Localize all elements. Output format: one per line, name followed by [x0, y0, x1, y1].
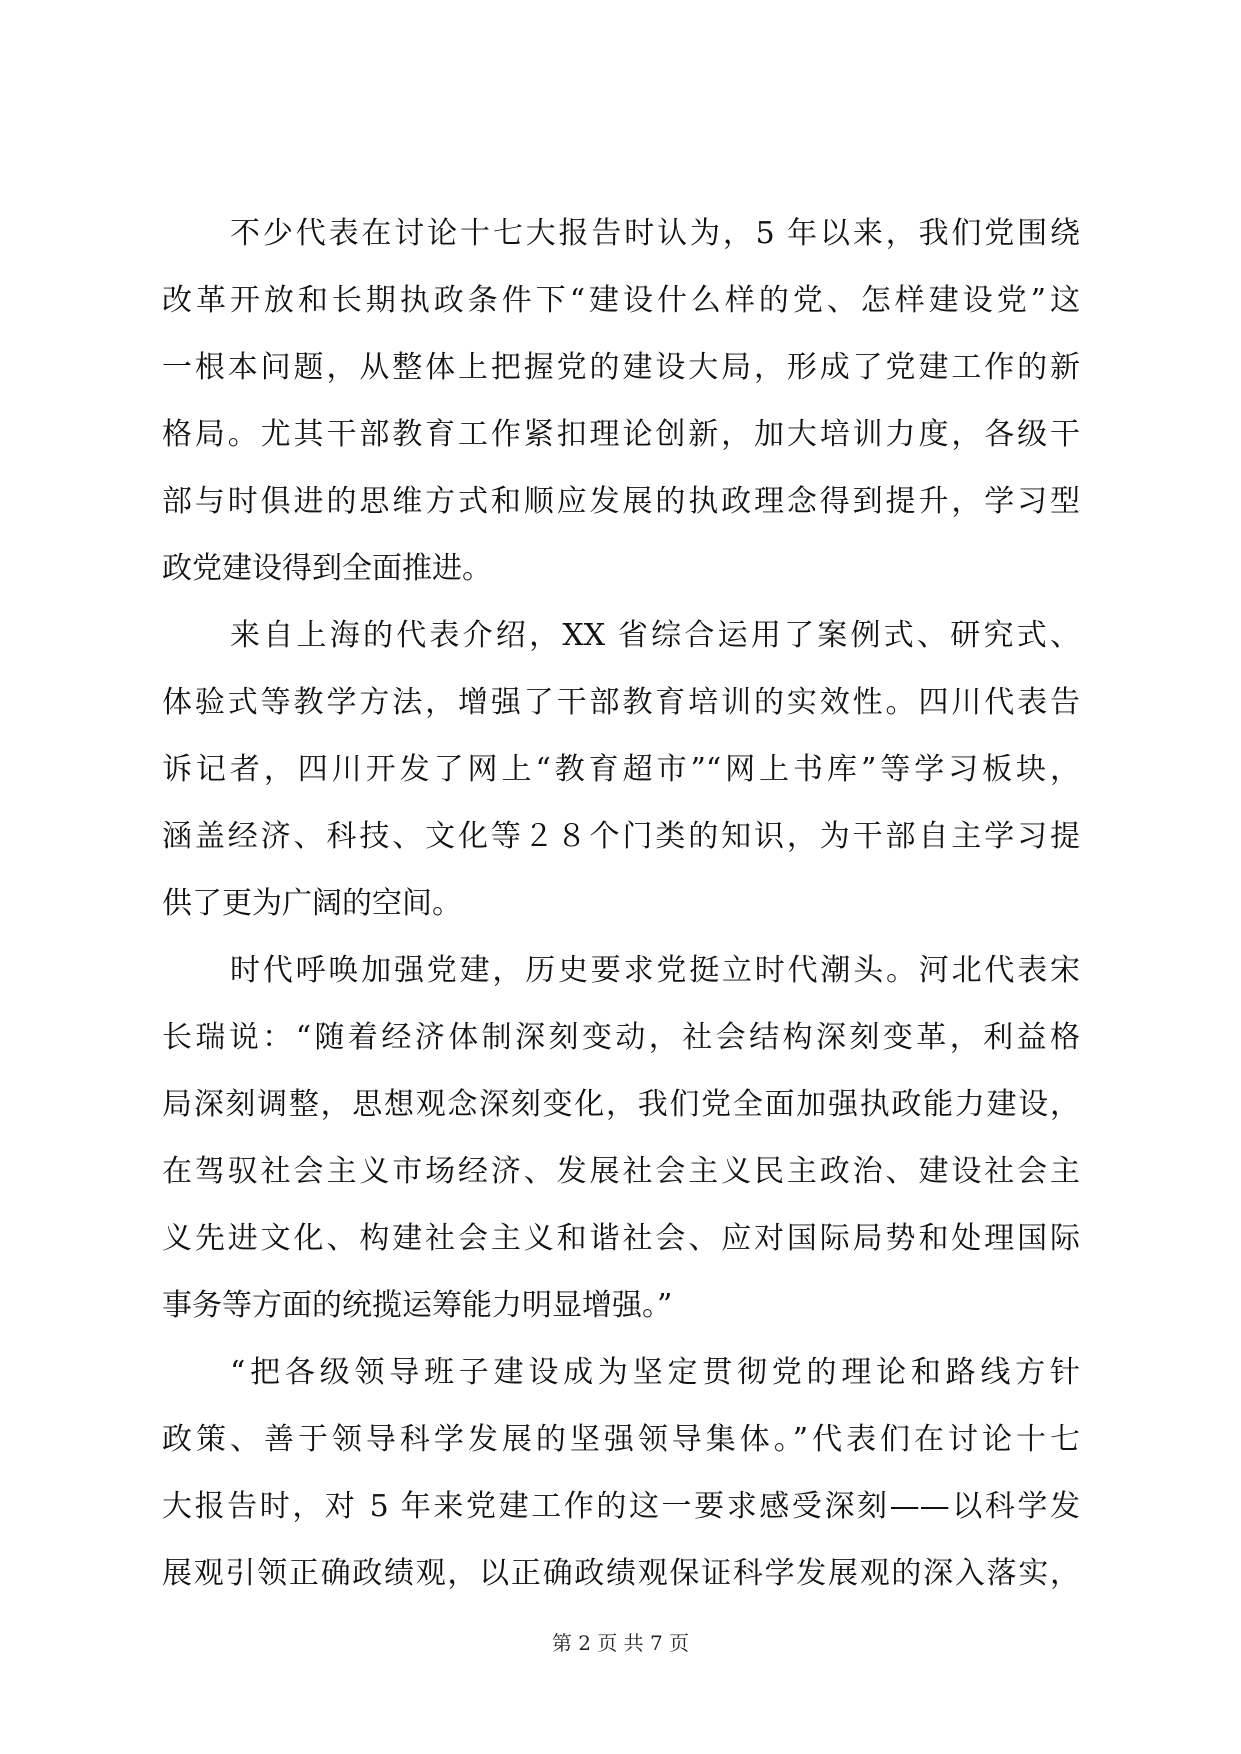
paragraph-line: 涵盖经济、科技、文化等２８个门类的知识，为干部自主学习提: [162, 819, 1080, 854]
paragraph-line: 部与时俱进的思维方式和顺应发展的执政理念得到提升，学习型: [162, 484, 1080, 519]
paragraph-line: 格局。尤其干部教育工作紧扣理论创新，加大培训力度，各级干: [162, 417, 1080, 452]
paragraph-line: “把各级领导班子建设成为坚定贯彻党的理论和路线方针: [230, 1355, 1080, 1390]
paragraph-2: [162, 602, 1080, 937]
paragraph-line: 时代呼唤加强党建，历史要求党挺立时代潮头。河北代表宋: [230, 953, 1080, 988]
paragraph-line: 展观引领正确政绩观，以正确政绩观保证科学发展观的深入落实，: [162, 1556, 1080, 1591]
paragraph-line: 不少代表在讨论十七大报告时认为，5 年以来，我们党围绕: [230, 216, 1080, 251]
paragraph-line: 供了更为广阔的空间。: [162, 886, 462, 921]
paragraph-4: [162, 1339, 1080, 1607]
paragraph-line: 局深刻调整，思想观念深刻变化，我们党全面加强执政能力建设，: [162, 1087, 1080, 1122]
paragraph-line: 体验式等教学方法，增强了干部教育培训的实效性。四川代表告: [162, 685, 1080, 720]
paragraph-1: [162, 200, 1080, 602]
paragraph-line: 在驾驭社会主义市场经济、发展社会主义民主政治、建设社会主: [162, 1154, 1080, 1189]
paragraph-line: 改革开放和长期执政条件下“建设什么样的党、怎样建设党”这: [162, 283, 1080, 318]
paragraph-line: 政党建设得到全面推进。: [162, 551, 492, 586]
paragraph-line: 事务等方面的统揽运筹能力明显增强。”: [162, 1288, 673, 1323]
paragraph-line: 一根本问题，从整体上把握党的建设大局，形成了党建工作的新: [162, 350, 1080, 385]
document-body: [162, 200, 1080, 1607]
paragraph-line: 义先进文化、构建社会主义和谐社会、应对国际局势和处理国际: [162, 1221, 1080, 1256]
paragraph-line: 来自上海的代表介绍，XX 省综合运用了案例式、研究式、: [230, 618, 1080, 653]
paragraph-line: 诉记者，四川开发了网上“教育超市”“网上书库”等学习板块，: [162, 752, 1080, 787]
paragraph-line: 政策、善于领导科学发展的坚强领导集体。”代表们在讨论十七: [162, 1422, 1080, 1457]
paragraph-line: 大报告时，对 5 年来党建工作的这一要求感受深刻——以科学发: [162, 1489, 1080, 1524]
paragraph-line: 长瑞说：“随着经济体制深刻变动，社会结构深刻变革，利益格: [162, 1020, 1080, 1055]
page-footer: 第 2 页 共 7 页: [551, 1631, 690, 1655]
paragraph-3: [162, 937, 1080, 1339]
